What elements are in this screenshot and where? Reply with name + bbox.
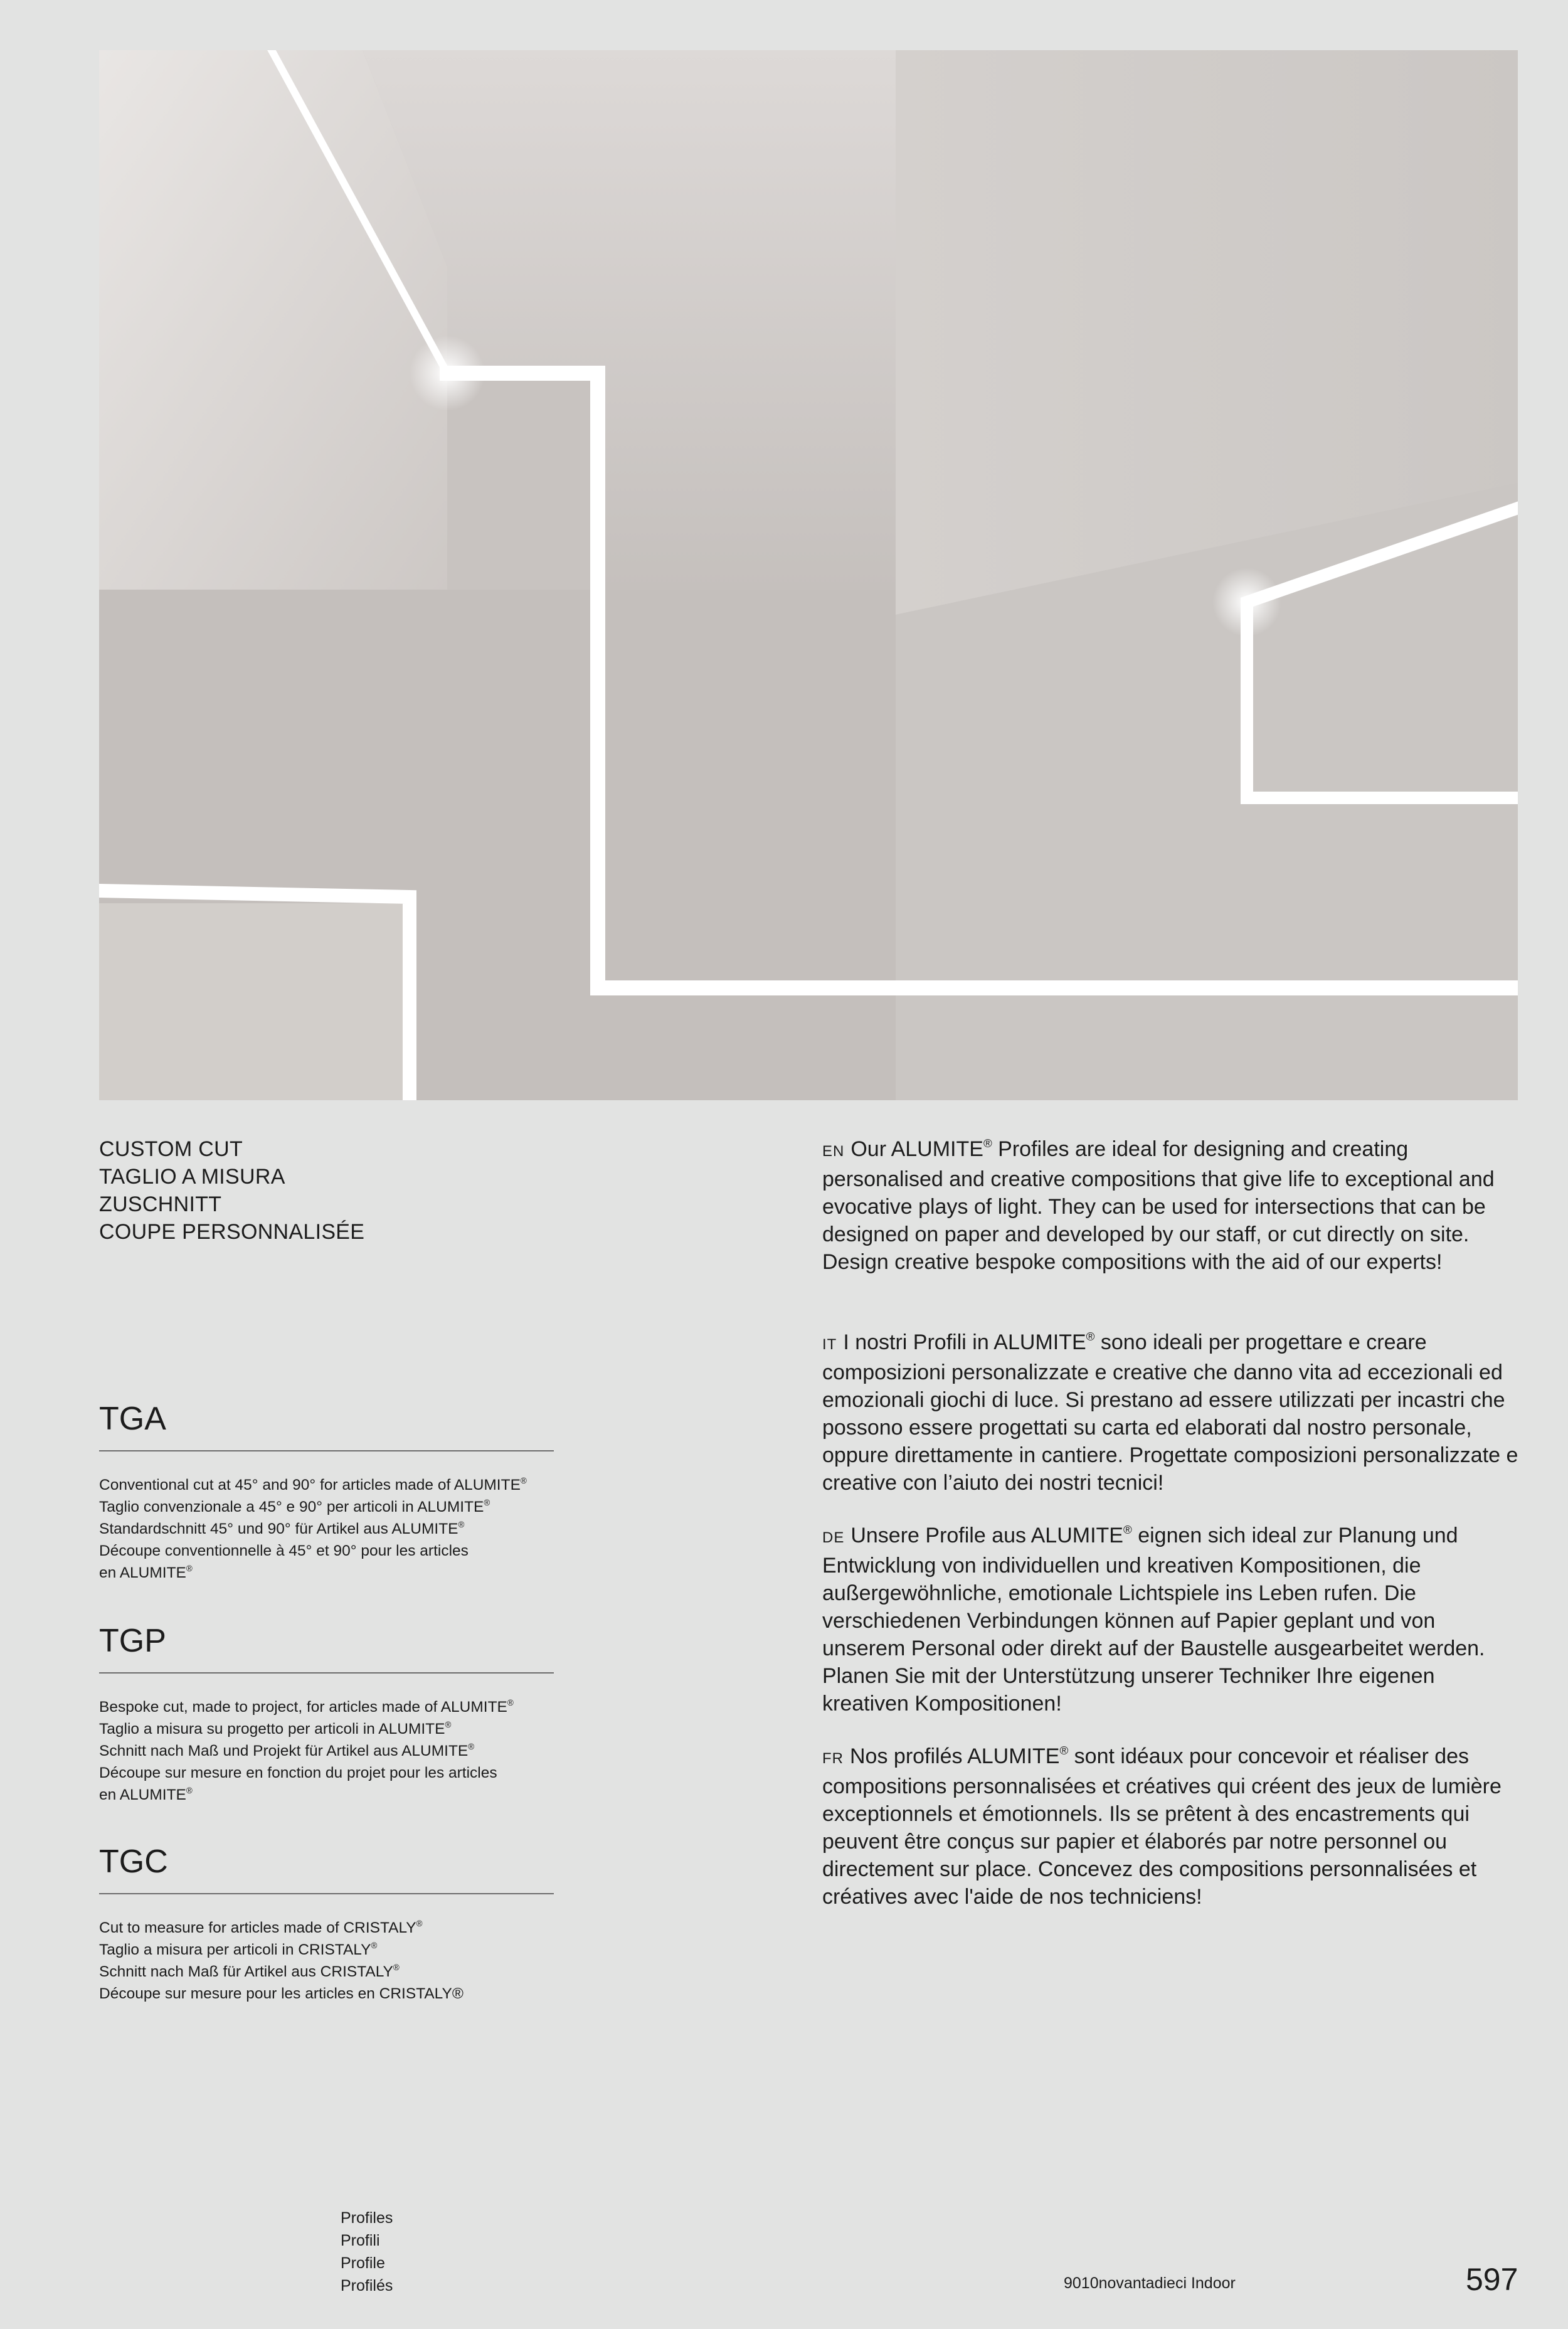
- code-line: Cut to measure for articles made of CRISTALY®: [99, 1918, 423, 1936]
- divider: [99, 1450, 554, 1451]
- divider: [99, 1672, 554, 1674]
- footer-category: Profile: [341, 2254, 385, 2272]
- heading-fr: COUPE PERSONNALISÉE: [99, 1220, 365, 1244]
- code-description: [99, 1696, 554, 1806]
- footer-category-list: [341, 2207, 393, 2297]
- code-block-tgc: [99, 1843, 554, 2005]
- footer-category: Profilés: [341, 2277, 393, 2295]
- code-title: TGC: [99, 1844, 168, 1880]
- code-line: Découpe conventionnelle à 45° et 90° pour les articles: [99, 1542, 469, 1559]
- code-line: Schnitt nach Maß und Projekt für Artikel aus ALUMITE®: [99, 1741, 475, 1759]
- code-description: [99, 1917, 554, 2005]
- code-title: TGP: [99, 1623, 166, 1659]
- language-tag: IT: [822, 1336, 837, 1353]
- code-description: [99, 1474, 554, 1584]
- code-line: Taglio a misura per articoli in CRISTALY®: [99, 1940, 378, 1958]
- language-tag: DE: [822, 1529, 845, 1546]
- code-title: TGA: [99, 1401, 166, 1437]
- heading-it: TAGLIO A MISURA: [99, 1165, 285, 1189]
- language-tag: FR: [822, 1750, 844, 1767]
- code-line: Standardschnitt 45° und 90° für Artikel aus ALUMITE®: [99, 1519, 465, 1537]
- description-en: EN Our ALUMITE® Profiles are ideal for designing and creating personalised and creative compositions that give life to exceptional and evocative plays of light. They can be used for intersections that can be designed on paper and developed by our staff, or cut directly on site. Design creative bespoke compositions with the aid of our experts!: [822, 1136, 1495, 1274]
- code-line: en ALUMITE®: [99, 1563, 193, 1581]
- footer-category: Profiles: [341, 2209, 393, 2227]
- footer-category: Profili: [341, 2232, 380, 2249]
- code-line: Taglio convenzionale a 45° e 90° per articoli in ALUMITE®: [99, 1497, 490, 1515]
- code-block-tgp: [99, 1622, 554, 1806]
- code-line: Schnitt nach Maß für Artikel aus CRISTALY®: [99, 1962, 400, 1980]
- section-headings: [99, 1135, 364, 1246]
- hero-image: [99, 50, 1518, 1100]
- description-it: IT I nostri Profili in ALUMITE® sono ideali per progettare e creare composizioni personalizzate e creative che danno vita ad eccezionali ed emozionali giochi di luce. Si prestano ad essere utilizzati per incastri che possono essere progettati su carta ed elaborati dal nostro personale, oppure direttamente in cantiere. Progettate composizioni personalizzate e creative con l’aiuto dei nostri tecnici!: [822, 1329, 1518, 1495]
- footer-brand: 9010novantadieci Indoor: [1064, 2274, 1236, 2292]
- code-line: Découpe sur mesure pour les articles en CRISTALY®: [99, 1985, 464, 2002]
- code-line: en ALUMITE®: [99, 1785, 193, 1803]
- code-line: Conventional cut at 45° and 90° for articles made of ALUMITE®: [99, 1475, 527, 1493]
- heading-en: CUSTOM CUT: [99, 1137, 243, 1161]
- code-block-tga: [99, 1400, 554, 1584]
- ceiling-illustration: [99, 50, 1518, 1100]
- description-de: DE Unsere Profile aus ALUMITE® eignen sich ideal zur Planung und Entwicklung von individuellen und kreativen Kompositionen, die außergewöhnliche, emotionale Lichtspiele ins Leben rufen. Die verschiedenen Verbindungen können auf Papier geplant und von unserem Personal oder direkt auf der Baustelle ausgearbeitet werden. Planen Sie mit der Unterstützung unserer Techniker Ihre eigenen kreativen Kompositionen!: [822, 1522, 1485, 1716]
- code-line: Bespoke cut, made to project, for articles made of ALUMITE®: [99, 1697, 514, 1716]
- divider: [99, 1893, 554, 1894]
- code-line: Taglio a misura su progetto per articoli in ALUMITE®: [99, 1719, 452, 1737]
- language-tag: EN: [822, 1143, 845, 1160]
- description-fr: FR Nos profilés ALUMITE® sont idéaux pour concevoir et réaliser des compositions personnalisées et créatives qui créent des jeux de lumière exceptionnels et émotionnels. Ils se prêtent à des encastrements qui peuvent être conçus sur papier et élaborés par notre personnel ou directement sur place. Concevez des compositions personnalisées et créatives avec l'aide de nos techniciens!: [822, 1743, 1502, 1909]
- heading-de: ZUSCHNITT: [99, 1192, 222, 1216]
- code-line: Découpe sur mesure en fonction du projet pour les articles: [99, 1764, 497, 1781]
- page-number: 597: [1466, 2262, 1518, 2297]
